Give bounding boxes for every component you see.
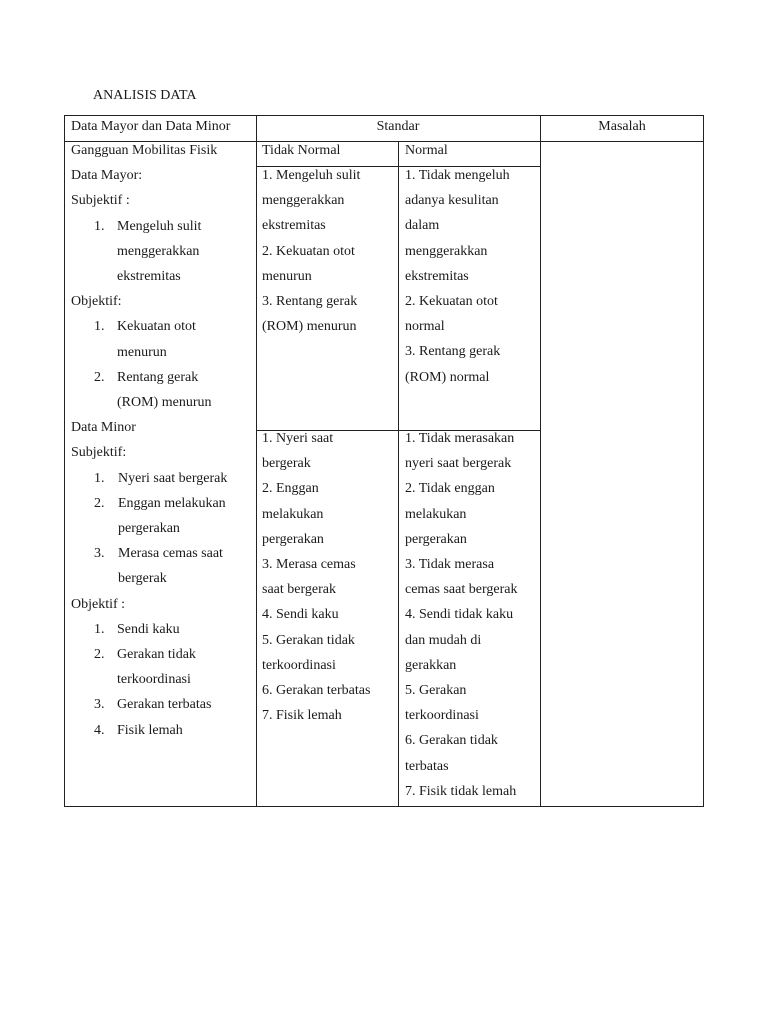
standard-line: 2. Tidak enggan xyxy=(405,481,495,497)
standard-line: 3. Rentang gerak xyxy=(405,344,501,360)
standard-line: menggerakkan xyxy=(262,193,345,209)
list-item: 2. Enggan melakukan pergerakan xyxy=(94,495,226,537)
list-item: 1. Sendi kaku xyxy=(94,621,180,637)
standard-line: 3. Merasa cemas xyxy=(262,557,356,573)
standard-line: 3. Tidak merasa xyxy=(405,557,495,573)
normal-minor-cell xyxy=(405,426,539,804)
standard-line: 4. Sendi tidak kaku xyxy=(405,607,514,623)
data-minor-label: Data Minor xyxy=(71,420,136,436)
analysis-table xyxy=(64,115,704,807)
minor-objektif-label: Objektif : xyxy=(71,596,126,612)
standard-line: melakukan xyxy=(262,506,324,522)
header-normal: Normal xyxy=(405,143,448,158)
standard-line: 1. Nyeri saat xyxy=(262,431,334,446)
standard-line: menurun xyxy=(262,268,312,284)
masalah-divider xyxy=(540,116,541,806)
data-mayor-label: Data Mayor: xyxy=(71,168,143,184)
standard-line: melakukan xyxy=(405,506,467,522)
standard-line: terkoordinasi xyxy=(262,657,336,673)
standard-line: 1. Tidak mengeluh xyxy=(405,168,510,183)
standard-line: cemas saat bergerak xyxy=(405,582,518,598)
standard-line: 6. Gerakan tidak xyxy=(405,733,498,749)
standard-line: 1. Mengeluh sulit xyxy=(262,168,361,183)
mayor-subjektif-label: Subjektif : xyxy=(71,193,130,209)
data-column xyxy=(71,138,255,743)
standard-line: 2. Kekuatan otot xyxy=(405,294,498,310)
standard-line: saat bergerak xyxy=(262,582,336,598)
tidak-normal-minor-cell xyxy=(262,426,396,728)
standard-line: dalam xyxy=(405,218,440,234)
normal-mayor-cell xyxy=(405,163,539,390)
list-item: 3. Gerakan terbatas xyxy=(94,697,212,713)
standard-line: ekstremitas xyxy=(405,268,469,284)
list-item: 1. Nyeri saat bergerak xyxy=(94,470,228,486)
standard-line: pergerakan xyxy=(405,531,467,547)
list-item: 2. Rentang gerak (ROM) menurun xyxy=(94,369,212,411)
standard-line: 5. Gerakan xyxy=(405,683,467,699)
standard-line: menggerakkan xyxy=(405,243,488,259)
standard-line: adanya kesulitan xyxy=(405,193,499,209)
list-item: 1. Mengeluh sulit menggerakkan ekstremitas xyxy=(94,218,202,285)
tidak-normal-mayor-cell xyxy=(262,163,396,339)
header-standar: Standar xyxy=(376,119,420,134)
standard-line: 7. Fisik lemah xyxy=(262,708,342,724)
standard-line: bergerak xyxy=(262,456,311,472)
standard-line: 7. Fisik tidak lemah xyxy=(405,783,517,799)
standard-line: (ROM) menurun xyxy=(262,319,357,335)
header-col1: Data Mayor dan Data Minor xyxy=(71,119,231,134)
standard-line: 2. Kekuatan otot xyxy=(262,243,355,259)
standard-line: normal xyxy=(405,319,445,335)
standard-line: terbatas xyxy=(405,758,449,774)
list-item: 2. Gerakan tidak terkoordinasi xyxy=(94,647,196,688)
standard-line: nyeri saat bergerak xyxy=(405,456,512,472)
standard-line: pergerakan xyxy=(262,531,324,547)
list-item: 3. Merasa cemas saat bergerak xyxy=(94,546,223,587)
standard-line: ekstremitas xyxy=(262,218,326,234)
minor-subjektif-label: Subjektif: xyxy=(71,445,127,461)
standard-line: 6. Gerakan terbatas xyxy=(262,683,371,699)
list-item: 1. Kekuatan otot menurun xyxy=(94,319,196,360)
diagnosis-label: Gangguan Mobilitas Fisik xyxy=(71,143,218,158)
standard-line: 5. Gerakan tidak xyxy=(262,632,355,648)
standard-line: dan mudah di xyxy=(405,632,482,648)
mayor-objektif-label: Objektif: xyxy=(71,294,122,310)
standard-line: (ROM) normal xyxy=(405,369,490,385)
standard-line: 4. Sendi kaku xyxy=(262,607,339,623)
normal-divider xyxy=(398,141,399,806)
document-title: ANALISIS DATA xyxy=(93,88,197,103)
standard-line: terkoordinasi xyxy=(405,708,479,724)
header-masalah: Masalah xyxy=(598,119,646,134)
list-item: 4. Fisik lemah xyxy=(94,722,183,738)
standard-line: 3. Rentang gerak xyxy=(262,294,358,310)
header-tidak-normal: Tidak Normal xyxy=(262,143,341,158)
standard-line: 2. Enggan xyxy=(262,481,319,497)
standard-line: 1. Tidak merasakan xyxy=(405,431,515,446)
col1-divider xyxy=(256,116,257,806)
standard-line: gerakkan xyxy=(405,657,457,673)
